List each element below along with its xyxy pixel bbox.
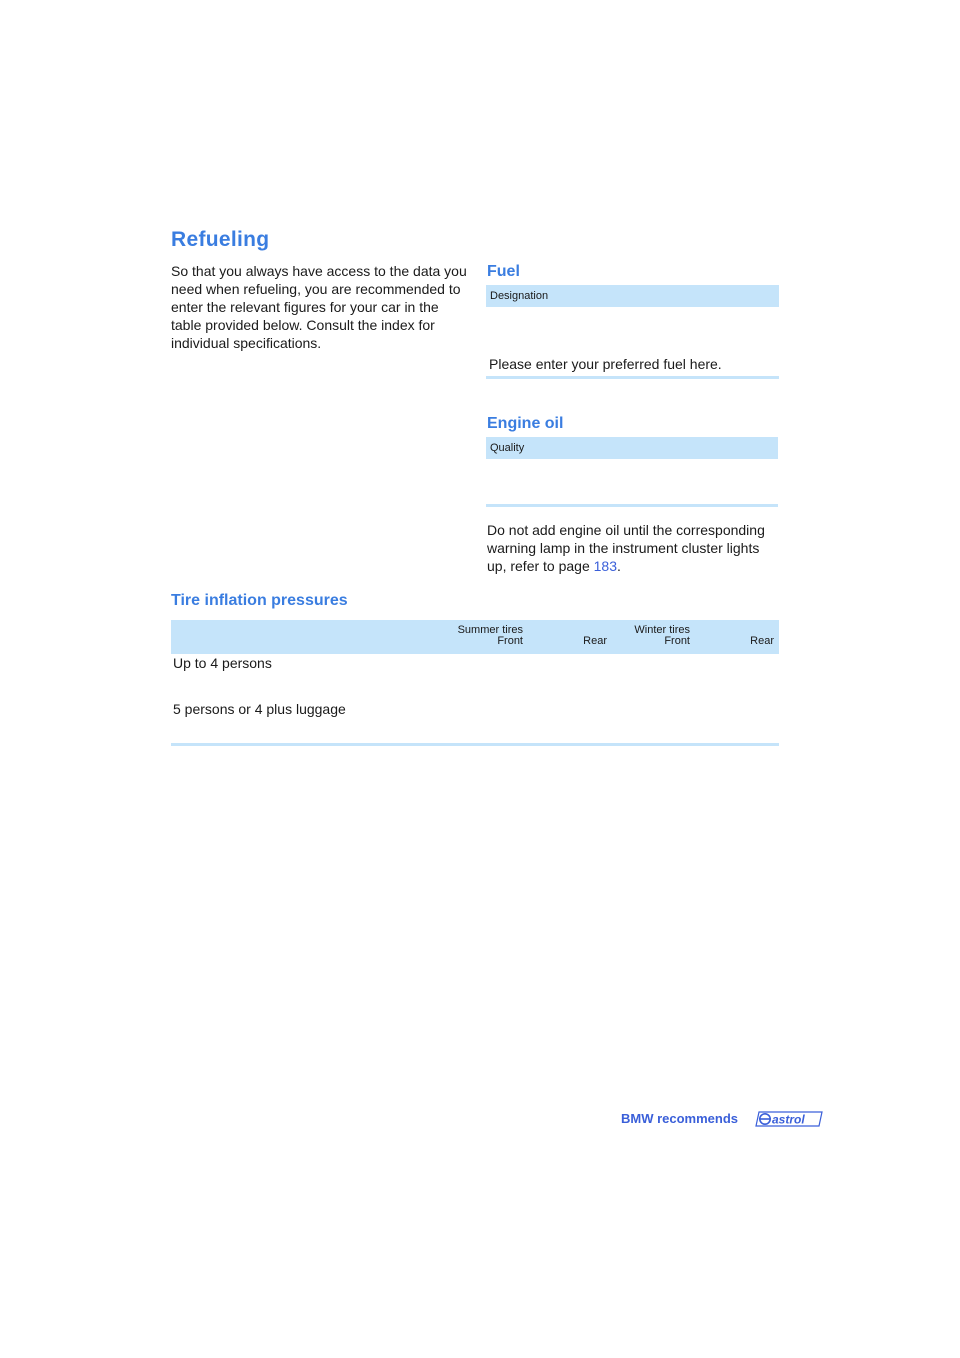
bmw-recommends-label: BMW recommends xyxy=(621,1111,739,1126)
tire-pressures-heading: Tire inflation pressures xyxy=(171,592,348,609)
engine-oil-note-text: Do not add engine oil until the corresponding warning lamp in the instrument cluster lights up, refer to page xyxy=(487,522,765,574)
engine-oil-note xyxy=(487,521,781,575)
engine-oil-note-suffix: . xyxy=(617,558,621,574)
summer-rear-header: Rear xyxy=(583,635,607,647)
engine-oil-quality-bar xyxy=(486,437,778,459)
intro-paragraph: So that you always have access to the data you need when refueling, you are recommended to enter the relevant figures for your car in the table provided below. Consult the index for individual specifications. xyxy=(171,263,467,351)
tire-table-divider xyxy=(171,743,779,746)
engine-oil-heading: Engine oil xyxy=(487,415,564,432)
svg-text:astrol: astrol xyxy=(772,1112,805,1127)
tire-table-header xyxy=(171,620,779,654)
table-row-label: Up to 4 persons xyxy=(173,655,272,671)
engine-oil-divider xyxy=(486,504,778,507)
page-title: Refueling xyxy=(171,228,270,251)
fuel-designation-bar xyxy=(486,285,779,307)
summer-tires-header: Summer tires xyxy=(457,624,523,636)
fuel-note: Please enter your preferred fuel here. xyxy=(489,356,722,372)
winter-front-header: Front xyxy=(664,635,690,647)
winter-tires-header: Winter tires xyxy=(634,624,690,636)
winter-rear-header: Rear xyxy=(750,635,774,647)
castrol-logo xyxy=(755,1110,823,1128)
page-reference-link[interactable]: 183 xyxy=(593,558,617,574)
fuel-heading: Fuel xyxy=(487,263,520,280)
fuel-divider xyxy=(486,376,779,379)
table-row-label: 5 persons or 4 plus luggage xyxy=(173,701,346,717)
summer-front-header: Front xyxy=(497,635,523,647)
fuel-designation-label: Designation xyxy=(490,290,549,302)
engine-oil-quality-label: Quality xyxy=(490,442,525,454)
